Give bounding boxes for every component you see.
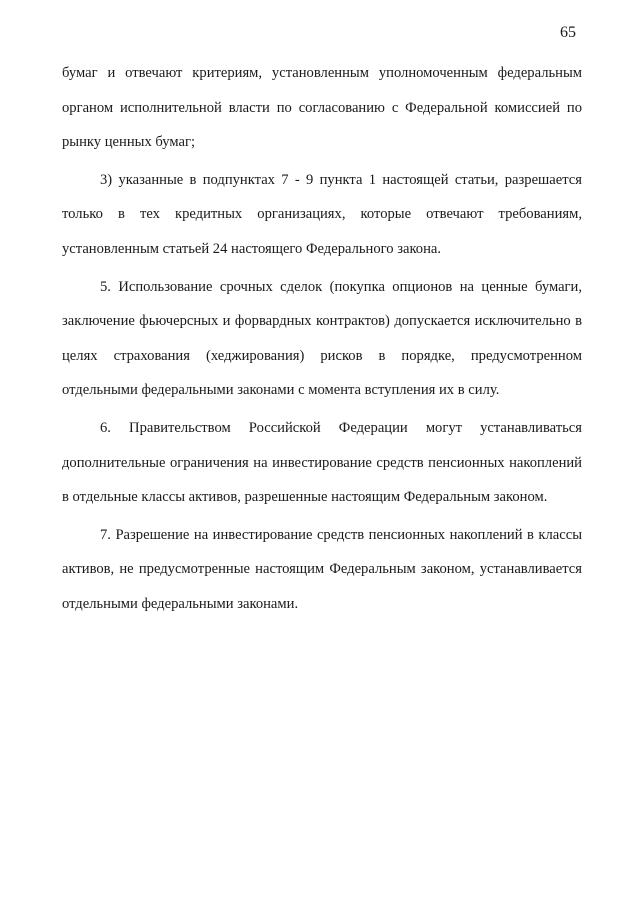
paragraph-item-6: 6. Правительством Российской Федерации могут устанавливаться дополнительные ограничения на инвестирование средств пенсионных накоплений в отдельные классы активов, разрешенные настоящим Федеральным законом.	[62, 419, 582, 506]
paragraph-item-7: 7. Разрешение на инвестирование средств пенсионных накоплений в классы активов, не предусмотренные настоящим Федеральным законом, устанавливается отдельными федеральными законами.	[62, 526, 582, 612]
page-number: 65	[560, 24, 576, 41]
paragraph-item-3: 3) указанные в подпунктах 7 - 9 пункта 1 настоящей статьи, разрешается только в тех кредитных организациях, которые отвечают требованиям, установленным статьей 24 настоящего Федерального закона.	[62, 171, 582, 257]
document-body	[62, 56, 582, 622]
paragraph-item-5: 5. Использование срочных сделок (покупка опционов на ценные бумаги, заключение фьючерсных и форвардных контрактов) допускается исключительно в целях страхования (хеджирования) рисков в порядке, предусмотренном отдельными федеральными законами с момента вступления их в силу.	[62, 278, 582, 399]
paragraph-continuation: бумаг и отвечают критериям, установленным уполномоченным федеральным органом исполнительной власти по согласованию с Федеральной комиссией по рынку ценных бумаг;	[62, 65, 582, 151]
